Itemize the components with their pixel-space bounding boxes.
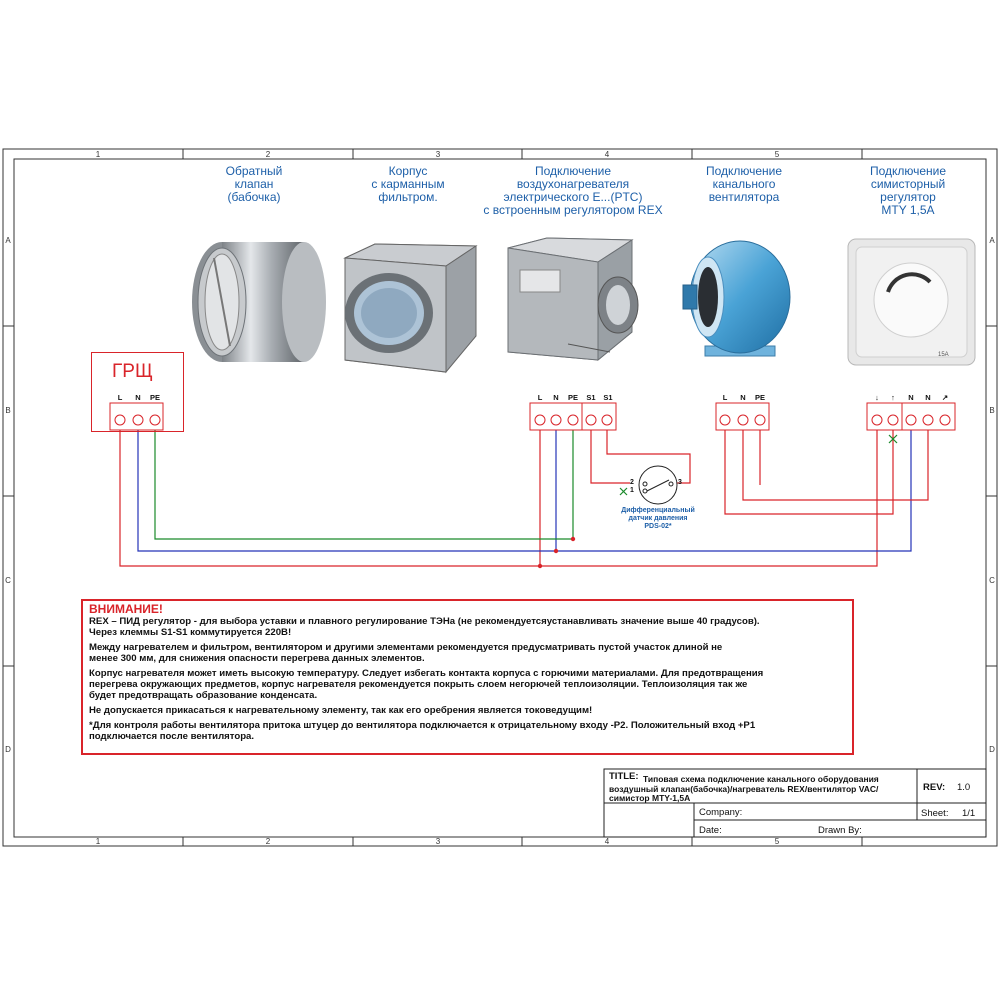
- sensor-pin-3: 3: [678, 479, 682, 486]
- triac-term-out: ↑: [891, 393, 895, 402]
- triac-term-in: ↓: [875, 393, 879, 402]
- warning-title: ВНИМАНИЕ!: [89, 602, 163, 616]
- warning-paragraph-spacing: Между нагревателем и фильтром, вентилятором и другими элементами рекомендуется предусматривать пустой участок длиной не менее 300 мм, для снижения опасности перегрева данных элементов.: [89, 642, 723, 664]
- drawn-by-label: Drawn By:: [818, 825, 862, 836]
- title-label: TITLE:: [609, 771, 639, 782]
- grid-row-right-a: A: [989, 236, 995, 245]
- filter-caption: Корпус с карманным фильтром.: [371, 164, 445, 204]
- grid-row-right-b: B: [989, 406, 995, 415]
- triac-rating-mark: 15A: [938, 352, 949, 358]
- triac-term-reg: ↗: [941, 393, 949, 402]
- grsh-term-l: L: [117, 393, 123, 402]
- rev-value: 1.0: [957, 782, 971, 793]
- grid-col-bottom-2: 2: [265, 837, 271, 846]
- fan-term-pe: PE: [754, 393, 766, 402]
- fan-term-n: N: [740, 393, 746, 402]
- sensor-pin-2: 2: [630, 479, 634, 486]
- heater-term-s1a: S1: [586, 393, 596, 402]
- grsh-term-pe: PE: [149, 393, 161, 402]
- heater-term-pe: PE: [567, 393, 579, 402]
- heater-term-s1b: S1: [603, 393, 613, 402]
- grid-col-bottom-5: 5: [774, 837, 780, 846]
- triac-term-n2: N: [925, 393, 931, 402]
- grid-col-top-4: 4: [604, 150, 610, 159]
- grid-row-right-d: D: [989, 745, 995, 754]
- sensor-pin-1: 1: [630, 487, 634, 494]
- heater-term-l: L: [537, 393, 543, 402]
- heater-term-n: N: [553, 393, 559, 402]
- date-label: Date:: [699, 825, 722, 836]
- fan-term-l: L: [722, 393, 728, 402]
- warning-paragraph-temperature: Корпус нагревателя может иметь высокую температуру. Следует избегать контакта корпуса с горючими материалами. Для предотвращения перегрева окружающих предметов, корпус нагревателя рекомендуется покрыть слоем негорючей теплоизоляции. Теплоизоляция так же будет предотвращать образование конденсата.: [89, 668, 764, 701]
- grid-col-bottom-3: 3: [435, 837, 441, 846]
- grid-col-top-1: 1: [95, 150, 101, 159]
- triac-term-n1: N: [908, 393, 914, 402]
- damper-caption: Обратный клапан (бабочка): [225, 164, 283, 204]
- title-text: Типовая схема подключение канального оборудования воздушный клапан(бабочка)/нагреватель REX/вентилятор VAC/ симистор MTY-1,5A: [609, 774, 879, 803]
- grid-row-right-c: C: [989, 576, 995, 585]
- grid-row-left-a: A: [5, 236, 11, 245]
- sensor-caption: Дифференциальный датчик давления PDS-02*: [621, 507, 695, 530]
- warning-paragraph-rex: REX – ПИД регулятор - для выбора уставки и плавного регулирование ТЭНа (не рекомендуетсяустанавливать значение выше 40 градусов). Через клеммы S1-S1 коммутируется 220В!: [89, 616, 760, 638]
- grid-col-top-5: 5: [774, 150, 780, 159]
- warning-paragraph-pressure: *Для контроля работы вентилятора притока штуцер до вентилятора подключается к отрицательному входу -P2. Положительный вход +P1 подключается после вентилятора.: [89, 720, 756, 742]
- heater-caption: Подключение воздухонагревателя электрического E...(PTC) с встроенным регулятором REX: [483, 164, 663, 217]
- grid-row-left-d: D: [5, 745, 11, 754]
- sheet-value: 1/1: [962, 808, 976, 819]
- grid-col-bottom-1: 1: [95, 837, 101, 846]
- warning-paragraph-touch: Не допускается прикасаться к нагревательному элементу, так как его оребрения является токоведущим!: [89, 705, 593, 716]
- grid-col-top-3: 3: [435, 150, 441, 159]
- fan-caption: Подключение канального вентилятора: [705, 164, 783, 204]
- triac-caption: Подключение симисторный регулятор MTY 1,5A: [869, 164, 947, 217]
- company-label: Company:: [699, 807, 743, 818]
- grid-row-left-c: C: [5, 576, 11, 585]
- rev-label: REV:: [923, 782, 946, 793]
- grsh-term-n: N: [135, 393, 141, 402]
- grid-row-left-b: B: [5, 406, 11, 415]
- grid-col-bottom-4: 4: [604, 837, 610, 846]
- grsh-title: ГРЩ: [112, 361, 153, 382]
- sheet-label: Sheet:: [921, 808, 949, 819]
- grid-col-top-2: 2: [265, 150, 271, 159]
